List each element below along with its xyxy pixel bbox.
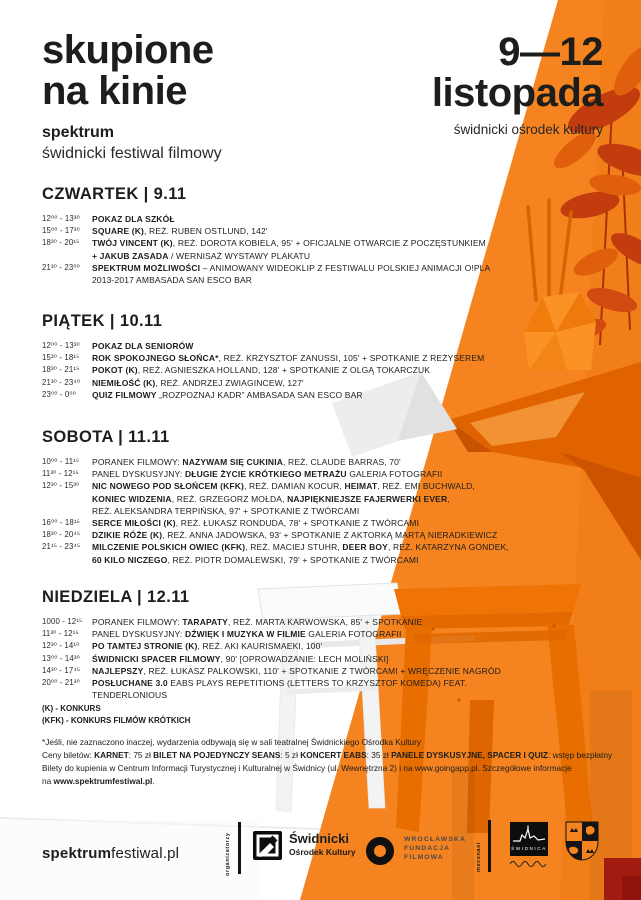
event-bold: ROK SPOKOJNEGO SŁOŃCA* <box>92 353 219 364</box>
event-time: 14³⁰ - 17⁴⁵ <box>42 665 81 675</box>
footnote-bold: KARNET <box>94 750 129 760</box>
footnote-text: : wstęp bezpłatny <box>547 750 613 760</box>
sok-logo-mark <box>253 831 282 860</box>
schedule-event <box>42 653 527 665</box>
event-text: , REŻ. DAMIAN KOCUR, <box>244 481 345 492</box>
event-description <box>92 529 497 541</box>
event-bold: NAJPIĘKNIEJSZE FAJERWERKI EVER <box>287 493 448 504</box>
event-time: 21³⁰ - 23⁴⁰ <box>42 377 81 387</box>
legend-line: (K) - KONKURS <box>42 704 101 713</box>
event-time: 23⁰⁰ - 0⁰⁰ <box>42 389 76 399</box>
event-bold: DŹWIĘK I MUZYKA W FILMIE <box>184 629 306 640</box>
organizers-divider <box>238 822 241 874</box>
event-bold: SERCE MIŁOŚCI (K) <box>92 518 176 529</box>
event-time: 18³⁰ - 20⁴⁵ <box>42 530 81 540</box>
event-description <box>92 541 509 553</box>
day-heading: CZWARTEK | 9.11 <box>42 185 187 203</box>
event-bold: QUIZ FILMOWY <box>92 389 157 400</box>
event-bold: KONIEC WIDZENIA <box>92 493 172 504</box>
sok-logo-text <box>289 832 356 857</box>
event-time: 20⁰⁰ - 21³⁰ <box>42 678 80 688</box>
legend <box>42 703 190 726</box>
wff-line1: WROCŁAWSKA <box>404 836 466 843</box>
footnotes <box>42 736 627 788</box>
schedule-event <box>42 541 527 553</box>
event-text: , <box>447 493 450 504</box>
event-time <box>42 554 92 566</box>
footnote-bold: KONCERT EABS <box>300 750 367 760</box>
day-section <box>42 428 527 566</box>
schedule-event <box>42 237 527 249</box>
event-text: , REŻ. GRZEGORZ MOŁDA, <box>171 493 288 504</box>
event-text: / WERNISAŻ WYSTAWY PLAKATU <box>168 250 311 261</box>
event-time: 1000 - 12¹⁵ <box>42 617 83 626</box>
event-description <box>92 262 490 274</box>
event-time: 16⁰⁰ - 18¹⁵ <box>42 518 81 528</box>
schedule-event <box>42 262 527 274</box>
event-description <box>92 237 486 249</box>
event-bold: HEIMAT <box>344 481 378 492</box>
event-bold: DŁUGIE ŻYCIE KRÓTKIEGO METRAŻU <box>184 469 347 480</box>
sok-subtitle: Ośrodek Kultury <box>289 847 356 857</box>
patrons-divider <box>488 820 491 872</box>
event-bold: ŚWIDNICKI SPACER FILMOWY <box>92 653 221 664</box>
day-heading: PIĄTEK | 10.11 <box>42 312 163 330</box>
event-description <box>92 505 359 517</box>
event-time: 18³⁰ - 20¹⁵ <box>42 238 80 248</box>
event-text: 2013-2017 AMBASADA SAN ESCO BAR <box>92 275 253 286</box>
event-description <box>92 665 501 677</box>
festival-brand: spektrum <box>42 124 115 141</box>
schedule-event <box>42 677 527 701</box>
festival-dates: 9—12 <box>498 30 603 74</box>
event-description <box>92 213 175 225</box>
event-text: – ANIMOWANY WIDEOKLIP Z FESTIWALU POLSKIEJ ANIMACJI O!PLA <box>200 262 491 273</box>
event-description <box>92 250 310 262</box>
event-text: , REŻ. MARTA KARWOWSKA, 85' + SPOTKANIE <box>228 617 423 627</box>
event-description <box>92 225 268 237</box>
event-text: , REŻ. CLAUDE BARRAS, 70' <box>283 457 401 467</box>
event-bold: TWÓJ VINCENT (K) <box>92 238 173 249</box>
event-time: 12³⁰ - 15³⁰ <box>42 481 80 491</box>
wff-line3: FILMOWA <box>404 854 444 861</box>
event-text: , REŻ. DOROTA KOBIELA, 95' + OFICJALNE OTWARCIE Z POCZĘSTUNKIEM <box>172 238 486 249</box>
event-time <box>42 493 92 505</box>
event-time: 21³⁰ - 23⁰⁰ <box>42 262 80 272</box>
event-time: 21¹⁵ - 23⁴⁵ <box>42 542 81 552</box>
event-time: 12³⁰ - 14¹⁰ <box>42 641 80 651</box>
event-description <box>92 517 419 529</box>
day-section <box>42 588 527 701</box>
swidnica-city-logo <box>510 822 548 856</box>
schedule-event <box>42 640 527 652</box>
schedule-event <box>42 389 527 401</box>
footnote-text: : 5 zł <box>280 750 301 760</box>
event-description <box>92 377 304 389</box>
footnote-line <box>42 775 627 788</box>
schedule-event <box>42 493 527 505</box>
event-description <box>92 389 363 401</box>
footnote-line <box>42 736 627 749</box>
website <box>42 845 179 862</box>
event-description <box>92 364 430 376</box>
event-description <box>92 274 252 286</box>
event-description <box>92 653 389 665</box>
schedule-event <box>42 456 527 468</box>
event-time: 13⁰⁰ - 14³⁰ <box>42 653 80 663</box>
schedule-event <box>42 517 527 529</box>
event-text: , REŻ. PIOTR DOMALEWSKI, 79' + SPOTKANIE Z TWÓRCAMI <box>167 554 419 565</box>
event-bold: DZIKIE RÓŻE (K) <box>92 530 163 541</box>
patrons-label: mecenasi <box>476 842 482 872</box>
event-time: 12⁰⁰ - 13³⁰ <box>42 214 80 223</box>
event-text: GALERIA FOTOGRAFII <box>305 629 402 640</box>
schedule-event <box>42 225 527 237</box>
festival-venue: świdnicki ośrodek kultury <box>453 122 603 137</box>
event-description <box>92 352 484 364</box>
event-bold: POKAZ DLA SENIORÓW <box>92 341 194 351</box>
schedule-event <box>42 616 527 628</box>
footnote-line <box>42 762 627 775</box>
event-text: , REŻ. ŁUKASZ PALKOWSKI, 110' + SPOTKANIE Z TWÓRCAMI + WRĘCZENIE NAGRÓD <box>143 665 501 676</box>
event-text: , REŻ. MACIEJ STUHR, <box>245 542 343 553</box>
event-bold: NIEMIŁOŚĆ (K) <box>92 377 156 388</box>
swidnica-coat-of-arms <box>564 820 600 862</box>
city-slogan-script <box>508 858 552 868</box>
event-text: „ROZPOZNAJ KADR” AMBASADA SAN ESCO BAR <box>156 389 363 400</box>
event-text: , REŻ. KATARZYNA GONDEK, <box>388 542 509 553</box>
footnote-text: Bilety do kupienia w Centrum Informacji Turystycznej i Kulturalnej w Świdnicy (ul. Wewnętrzna 2) i na www.goingapp.pl. Szczegółowe informacje <box>42 763 572 773</box>
event-bold: MILCZENIE POLSKICH OWIEC (KFK) <box>92 542 246 553</box>
event-text: EABS PLAYS REPETITIONS (LETTERS TO KRZYSZTOF KOMEDA) FEAT. TENDERLONIOUS <box>92 678 467 701</box>
event-time: 12⁰⁰ - 13³⁰ <box>42 341 80 350</box>
day-heading: SOBOTA | 11.11 <box>42 428 170 446</box>
sok-logo <box>253 831 282 860</box>
event-bold: PO TAMTEJ STRONIE (K) <box>92 641 198 652</box>
schedule-event <box>42 213 527 225</box>
schedule-event <box>42 554 527 566</box>
sok-name: Świdnicki <box>289 831 349 846</box>
event-description <box>92 616 422 628</box>
event-text: GALERIA FOTOGRAFII <box>346 469 443 480</box>
website-rest-part: festiwal.pl <box>111 845 180 862</box>
event-bold: + JAKUB ZASADA <box>92 250 169 261</box>
event-time: 10⁰⁰ - 11¹⁵ <box>42 457 80 466</box>
event-text: , REŻ. KRZYSZTOF ZANUSSI, 105' + SPOTKANIE Z REŻYSEREM <box>218 353 485 364</box>
event-time: 11³⁰ - 12¹⁵ <box>42 629 79 639</box>
schedule-event <box>42 505 527 517</box>
event-description <box>92 677 527 701</box>
event-text: , REŻ. EMI BUCHWALD, <box>377 481 475 492</box>
event-bold: POSŁUCHANE 3.0 <box>92 678 168 689</box>
event-text: PANEL DYSKUSYJNY: <box>92 629 185 640</box>
event-text: , REŻ. ANDRZEJ ZWIAGINCEW, 127' <box>155 377 304 388</box>
poster-title-line1: skupione <box>42 28 214 72</box>
wff-logo-ring <box>366 837 394 865</box>
event-bold: POKOT (K) <box>92 365 138 376</box>
event-description <box>92 340 194 352</box>
event-description <box>92 628 402 640</box>
event-text: , REŻ. ŁUKASZ RONDUDA, 78' + SPOTKANIE Z TWÓRCAMI <box>175 518 420 529</box>
event-time: 15³⁰ - 18¹⁵ <box>42 353 80 363</box>
footnote-text: na <box>42 776 54 786</box>
footnote-text: *Jeśli, nie zaznaczono inaczej, wydarzenia odbywają się w sali teatralnej Świdnickiego Ośrodka Kultury <box>42 737 422 747</box>
event-bold: TARAPATY <box>182 617 228 627</box>
event-bold: 60 KILO NICZEGO <box>92 554 168 565</box>
event-text: PORANEK FILMOWY: <box>92 457 183 467</box>
event-bold: SPEKTRUM MOŻLIWOŚCI <box>92 262 201 273</box>
event-description <box>92 468 442 480</box>
event-description <box>92 480 475 492</box>
schedule-event <box>42 250 527 262</box>
festival-month: listopada <box>431 71 603 115</box>
event-text: REŻ. ALEKSANDRA TERPIŃSKA, 97' + SPOTKANIE Z TWÓRCAMI <box>92 505 360 516</box>
swidnica-skyline-icon <box>510 822 548 856</box>
corner-accent <box>604 858 641 900</box>
event-bold: POKAZ DLA SZKÓŁ <box>92 214 175 224</box>
event-text: , REŻ. RUBEN OSTLUND, 142' <box>144 226 268 237</box>
event-bold: NAJLEPSZY <box>92 665 144 676</box>
event-bold: NIC NOWEGO POD SŁOŃCEM (KFK) <box>92 481 244 492</box>
city-name: ŚWIDNICA <box>511 846 547 851</box>
day-section <box>42 312 527 401</box>
event-time: 15⁰⁰ - 17³⁰ <box>42 226 80 236</box>
website-bold-part: spektrum <box>42 845 112 862</box>
event-text: PORANEK FILMOWY: <box>92 617 183 627</box>
footnote-text: : 35 zł <box>366 750 392 760</box>
event-description <box>92 493 450 505</box>
event-bold: SQUARE (K) <box>92 226 145 237</box>
legend-line: (KFK) - KONKURS FILMÓW KRÓTKICH <box>42 715 191 725</box>
event-bold: NAZYWAM SIĘ CUKINIA <box>182 457 284 467</box>
event-text: , REŻ. AGNIESZKA HOLLAND, 128' + SPOTKANIE Z OLGĄ TOKARCZUK <box>137 365 431 376</box>
schedule-event <box>42 364 527 376</box>
organizers-label: organizatorzy <box>225 832 231 876</box>
event-bold: DEER BOY <box>342 542 388 553</box>
event-time: 18³⁰ - 21¹⁵ <box>42 365 80 375</box>
schedule-event <box>42 377 527 389</box>
schedule-event <box>42 352 527 364</box>
schedule-event <box>42 340 527 352</box>
wff-logo-text <box>404 835 466 862</box>
poster-title-line2: na kinie <box>42 69 187 113</box>
footnote-text: : 75 zł <box>128 750 154 760</box>
footnote-bold: BILET NA POJEDYNCZY SEANS <box>153 750 281 760</box>
event-description <box>92 554 419 566</box>
footnote-bold: www.spektrumfestiwal.pl <box>53 776 153 786</box>
footnote-text: . <box>152 776 155 786</box>
footnote-text: Ceny biletów: <box>42 750 95 760</box>
day-section <box>42 185 527 286</box>
schedule-event <box>42 628 527 640</box>
event-time <box>42 250 92 262</box>
schedule-event <box>42 665 527 677</box>
wff-line2: FUNDACJA <box>404 845 451 852</box>
schedule-event <box>42 274 527 286</box>
event-text: , REŻ. ANNA JADOWSKA, 93' + SPOTKANIE Z AKTORKĄ MARTĄ NIERADKIEWICZ <box>162 530 498 541</box>
footnote-line <box>42 749 627 762</box>
event-text: PANEL DYSKUSYJNY: <box>92 469 185 480</box>
schedule-event <box>42 480 527 492</box>
event-text: , REŻ. AKI KAURISMAEKI, 100' <box>197 641 323 652</box>
event-description <box>92 456 401 468</box>
event-description <box>92 640 322 652</box>
event-time <box>42 505 92 517</box>
schedule-event <box>42 468 527 480</box>
footnote-bold: PANELE DYSKUSYJNE, SPACER I QUIZ <box>391 750 548 760</box>
event-time <box>42 274 92 286</box>
schedule-event <box>42 529 527 541</box>
event-text: , 90' [OPROWADZANIE: LECH MOLIŃSKI] <box>220 653 389 664</box>
festival-brand-subtitle: świdnicki festiwal filmowy <box>42 145 222 162</box>
event-time: 11³⁰ - 12¹⁵ <box>42 469 79 479</box>
day-heading: NIEDZIELA | 12.11 <box>42 588 190 606</box>
